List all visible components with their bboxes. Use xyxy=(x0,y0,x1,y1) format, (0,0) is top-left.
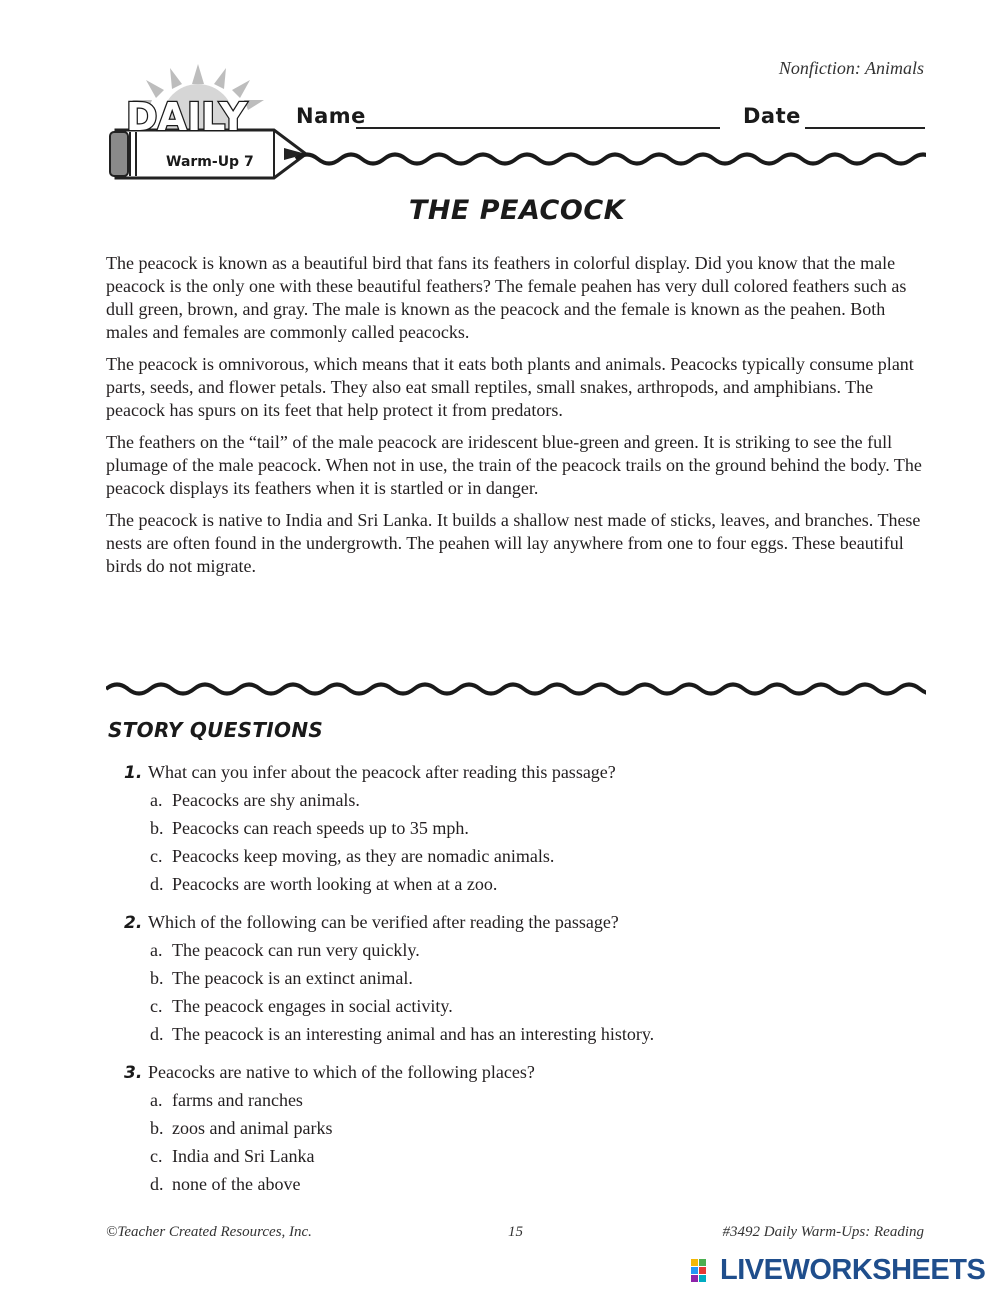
name-field[interactable] xyxy=(356,127,720,129)
option-letter: b. xyxy=(150,968,164,988)
passage-paragraph: The peacock is known as a beautiful bird that fans its feathers in colorful display. Did you know that the male peacock is the only one with these beautiful feathers? The female peahen has very dull colored feathers such as dull green, brown, and gray. The male is known as the peacock and the female is known as the peahen. Both males and females are commonly called peacocks. xyxy=(106,253,907,342)
option-text: none of the above xyxy=(172,1174,301,1194)
option-letter: c. xyxy=(150,1146,163,1166)
option-text: Peacocks are worth looking at when at a zoo. xyxy=(172,874,498,894)
answer-option[interactable] xyxy=(124,996,924,1024)
wavy-divider-top xyxy=(106,148,926,170)
option-letter: b. xyxy=(150,818,164,838)
option-letter: c. xyxy=(150,996,163,1016)
option-text: The peacock can run very quickly. xyxy=(172,940,420,960)
option-text: Peacocks can reach speeds up to 35 mph. xyxy=(172,818,469,838)
option-text: Peacocks are shy animals. xyxy=(172,790,360,810)
option-letter: d. xyxy=(150,874,164,894)
option-text: The peacock is an extinct animal. xyxy=(172,968,413,988)
page-number: 15 xyxy=(508,1224,523,1240)
passage-paragraph: The peacock is native to India and Sri Lanka. It builds a shallow nest made of sticks, leaves, and branches. These nests are often found in the undergrowth. The peahen will lay anywhere from one to four eggs. These beautiful birds do not migrate. xyxy=(106,510,921,576)
name-label: Name xyxy=(296,104,366,128)
question-number: 1. xyxy=(124,763,143,783)
option-text: The peacock is an interesting animal and has an interesting history. xyxy=(172,1024,655,1044)
liveworksheets-watermark[interactable] xyxy=(690,1254,985,1287)
option-text: farms and ranches xyxy=(172,1090,303,1110)
answer-option[interactable] xyxy=(124,940,924,968)
option-text: The peacock engages in social activity. xyxy=(172,996,453,1016)
answer-option[interactable] xyxy=(124,818,924,846)
liveworksheets-logo-icon xyxy=(690,1258,716,1284)
option-text: Peacocks keep moving, as they are nomadic animals. xyxy=(172,846,555,866)
question-text: What can you infer about the peacock after reading this passage? xyxy=(148,762,616,782)
option-letter: d. xyxy=(150,1174,164,1194)
answer-option[interactable] xyxy=(124,790,924,818)
question-text: Peacocks are native to which of the following places? xyxy=(148,1062,535,1082)
question-number: 3. xyxy=(124,1063,143,1083)
passage-paragraph: The feathers on the “tail” of the male peacock are iridescent blue-green and green. It is striking to see the full plumage of the male peacock. When not in use, the train of the peacock trails on the ground behind the body. The peacock displays its feathers when it is startled or in danger. xyxy=(106,432,922,498)
question xyxy=(124,912,924,1052)
question xyxy=(124,762,924,902)
option-letter: a. xyxy=(150,940,163,960)
watermark-text: LIVEWORKSHEETS xyxy=(720,1254,986,1286)
logo-word: DAILY xyxy=(126,95,247,139)
passage-paragraph: The peacock is omnivorous, which means that it eats both plants and animals. Peacocks typically consume plant parts, seeds, and flower petals. They also eat small reptiles, small snakes, arthropods, and amphibians. The peacock has spurs on its feet that help protect it from predators. xyxy=(106,354,914,420)
page-title: THE PEACOCK xyxy=(408,195,626,226)
story-questions xyxy=(124,762,924,1212)
option-letter: d. xyxy=(150,1024,164,1044)
answer-option[interactable] xyxy=(124,968,924,996)
footer-book-title: #3492 Daily Warm-Ups: Reading xyxy=(722,1224,924,1240)
questions-heading: STORY QUESTIONS xyxy=(108,718,324,742)
date-label: Date xyxy=(743,104,801,128)
answer-option[interactable] xyxy=(124,1024,924,1052)
option-text: India and Sri Lanka xyxy=(172,1146,315,1166)
category-label: Nonfiction: Animals xyxy=(778,58,924,78)
reading-passage xyxy=(106,252,926,587)
date-field[interactable] xyxy=(805,127,925,129)
option-letter: c. xyxy=(150,846,163,866)
answer-option[interactable] xyxy=(124,1146,924,1174)
option-letter: b. xyxy=(150,1118,164,1138)
wavy-divider-middle xyxy=(106,678,926,700)
question-text: Which of the following can be verified after reading the passage? xyxy=(148,912,619,932)
answer-option[interactable] xyxy=(124,874,924,902)
logo-subtitle: Warm-Up 7 xyxy=(166,154,254,170)
answer-option[interactable] xyxy=(124,1118,924,1146)
option-text: zoos and animal parks xyxy=(172,1118,333,1138)
question xyxy=(124,1062,924,1202)
option-letter: a. xyxy=(150,1090,163,1110)
answer-option[interactable] xyxy=(124,1090,924,1118)
question-number: 2. xyxy=(124,913,143,933)
option-letter: a. xyxy=(150,790,163,810)
answer-option[interactable] xyxy=(124,1174,924,1202)
footer-copyright: ©Teacher Created Resources, Inc. xyxy=(106,1224,312,1240)
answer-option[interactable] xyxy=(124,846,924,874)
